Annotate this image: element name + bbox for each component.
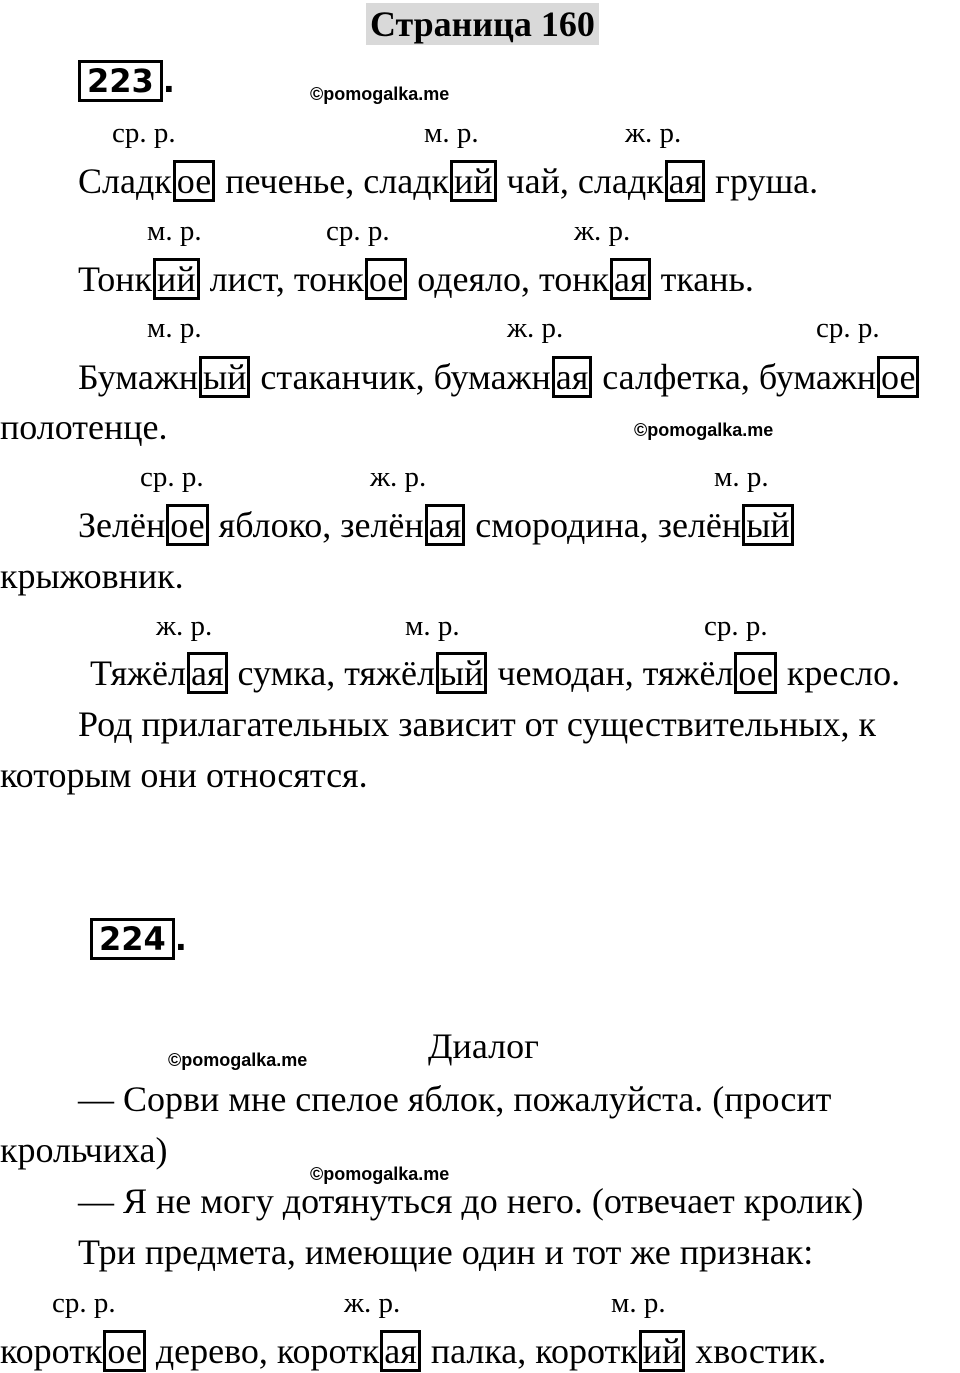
gender-label: ж. р.: [574, 215, 631, 247]
watermark: ©pomogalka.me: [168, 1050, 308, 1070]
page-title: Страница 160: [366, 3, 599, 45]
word-part: чемодан, тяжёл: [488, 653, 734, 693]
word-part: Сладк: [78, 161, 172, 201]
word-part: хвостик.: [686, 1331, 827, 1371]
gender-label: м. р.: [424, 117, 479, 149]
ending-box: ое: [166, 504, 208, 546]
ending-box: ая: [380, 1330, 421, 1372]
word-part: смородина, зелён: [466, 505, 742, 545]
ending-box: ое: [173, 160, 215, 202]
word-part: груша.: [706, 161, 819, 201]
watermark: ©pomogalka.me: [634, 420, 774, 440]
gender-label: м. р.: [147, 312, 202, 344]
ending-box: ое: [103, 1330, 145, 1372]
ending-box: ий: [639, 1330, 686, 1372]
ending-box: ый: [436, 652, 487, 694]
task-line: Три предмета, имеющие один и тот же признак:: [78, 1232, 814, 1272]
gender-label: ж. р.: [344, 1287, 401, 1319]
gender-label: ж. р.: [625, 117, 682, 149]
word-part: .: [162, 62, 175, 100]
sentence-continuation: крыжовник.: [0, 556, 184, 596]
ending-box: ая: [665, 160, 706, 202]
ending-box: ая: [552, 356, 593, 398]
word-part: ткань.: [651, 259, 754, 299]
sentence-continuation: полотенце.: [0, 407, 168, 447]
word-part: коротк: [0, 1331, 103, 1371]
word-part: одеяло, тонк: [408, 259, 610, 299]
word-part: яблоко, зелён: [209, 505, 424, 545]
word-part: стаканчик, бумажн: [251, 357, 551, 397]
gender-label: ср. р.: [112, 117, 176, 149]
sentence-line: [78, 160, 818, 202]
word-part: .: [174, 920, 187, 958]
word-part: дерево, коротк: [146, 1331, 380, 1371]
ending-box: ая: [610, 258, 651, 300]
exercise-number-box: 223: [78, 60, 163, 102]
word-part: салфетка, бумажн: [593, 357, 877, 397]
word-part: Тяжёл: [90, 653, 186, 693]
sentence-line: [90, 652, 900, 694]
sentence-line: [78, 356, 920, 398]
gender-label: м. р.: [147, 215, 202, 247]
gender-label: м. р.: [405, 610, 460, 642]
watermark: ©pomogalka.me: [310, 84, 450, 104]
gender-label: ср. р.: [704, 610, 768, 642]
watermark: ©pomogalka.me: [310, 1164, 450, 1184]
gender-label: ж. р.: [156, 610, 213, 642]
ending-box: ый: [199, 356, 250, 398]
ending-box: ое: [365, 258, 407, 300]
gender-label: м. р.: [611, 1287, 666, 1319]
ending-box: ий: [450, 160, 497, 202]
word-part: палка, коротк: [421, 1331, 638, 1371]
word-part: чай, сладк: [497, 161, 664, 201]
conclusion-line: которым они относятся.: [0, 755, 368, 795]
word-part: лист, тонк: [200, 259, 364, 299]
ending-box: ий: [153, 258, 200, 300]
word-part: Зелён: [78, 505, 166, 545]
gender-label: ж. р.: [507, 312, 564, 344]
ending-box: ый: [742, 504, 793, 546]
gender-label: ж. р.: [370, 461, 427, 493]
gender-label: ср. р.: [816, 312, 880, 344]
dialog-heading: Диалог: [428, 1026, 539, 1066]
dialog-line: крольчиха): [0, 1130, 168, 1170]
gender-label: ср. р.: [52, 1287, 116, 1319]
gender-label: ср. р.: [140, 461, 204, 493]
sentence-line: [78, 504, 795, 546]
word-part: сумка, тяжёл: [228, 653, 435, 693]
sentence-line: [78, 258, 754, 300]
word-part: печенье, сладк: [216, 161, 450, 201]
ending-box: ая: [425, 504, 466, 546]
word-part: Бумажн: [78, 357, 198, 397]
word-part: Тонк: [78, 259, 153, 299]
ending-box: ое: [877, 356, 919, 398]
conclusion-line: Род прилагательных зависит от существительных, к: [78, 704, 877, 744]
gender-label: ср. р.: [326, 215, 390, 247]
gender-label: м. р.: [714, 461, 769, 493]
ending-box: ая: [187, 652, 228, 694]
dialog-line: — Сорви мне спелое яблок, пожалуйста. (просит: [78, 1079, 832, 1119]
word-part: кресло.: [777, 653, 901, 693]
exercise-number-box: 224: [90, 918, 175, 960]
sentence-line: [0, 1330, 826, 1372]
exercise-number-224: [90, 918, 187, 960]
ending-box: ое: [734, 652, 776, 694]
exercise-number-223: [78, 60, 175, 102]
dialog-line: — Я не могу дотянуться до него. (отвечает кролик): [78, 1181, 864, 1221]
